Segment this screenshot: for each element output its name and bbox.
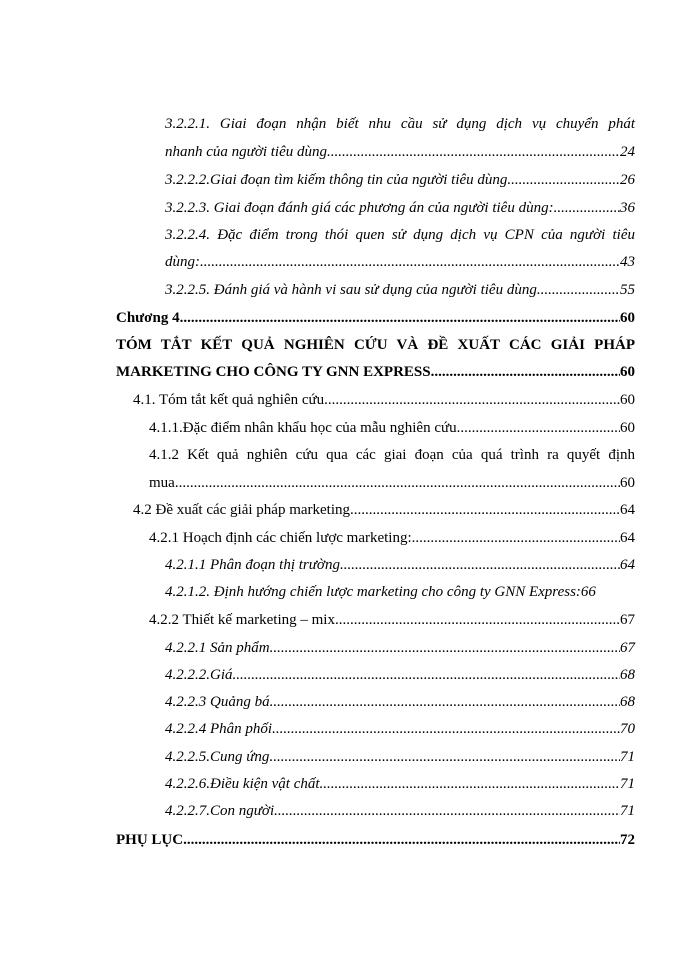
toc-entry-3-2-2-2[interactable] <box>165 170 635 190</box>
toc-entry-4-2-2-7[interactable] <box>165 801 635 821</box>
leader-dots <box>335 610 620 630</box>
toc-page-number: 68 <box>620 694 635 710</box>
toc-entry-chapter-title[interactable] <box>116 362 635 382</box>
toc-page-number: 71 <box>620 776 635 792</box>
leader-dots <box>340 555 620 575</box>
toc-entry-title: 4.2.1.2. Định hướng chiến lược marketing cho công ty GNN Express: <box>165 584 581 600</box>
toc-entry-4-2-2-1[interactable] <box>165 638 635 658</box>
leader-dots <box>269 747 620 767</box>
toc-entry-title: 4.2.2.4 Phân phối <box>165 721 273 737</box>
leader-dots <box>457 418 620 438</box>
leader-dots <box>274 801 620 821</box>
leader-dots <box>270 638 620 658</box>
toc-page-number: 66 <box>580 584 596 600</box>
toc-entry-3-2-2-1[interactable] <box>165 142 635 162</box>
toc-entry-title: mua <box>149 475 175 491</box>
leader-dots <box>180 308 620 328</box>
toc-entry-title: 4.2.2.2.Giá <box>165 667 233 683</box>
toc-page-number: 55 <box>620 282 635 298</box>
toc-entry-title: 4.2.2 Thiết kế marketing – mix <box>149 612 335 628</box>
toc-page-number: 64 <box>620 502 635 518</box>
toc-page-number: 60 <box>620 475 635 491</box>
toc-entry-title: 4.1.1.Đặc điểm nhân khẩu học của mẫu nghiên cứu <box>149 420 457 436</box>
toc-entry-title: nhanh của người tiêu dùng <box>165 144 328 160</box>
toc-entry-4-1[interactable] <box>133 390 635 410</box>
toc-page-number: 72 <box>620 832 635 848</box>
leader-dots <box>412 528 620 548</box>
leader-dots <box>233 665 621 685</box>
leader-dots <box>175 473 620 493</box>
toc-page-number: 26 <box>620 172 635 188</box>
toc-entry-title: MARKETING CHO CÔNG TY GNN EXPRESS <box>116 364 431 380</box>
toc-entry-4-2-1-2[interactable] <box>165 582 644 602</box>
toc-entry-3-2-2-4[interactable] <box>165 252 635 272</box>
toc-page-number: 67 <box>620 640 635 656</box>
toc-page-number: 68 <box>620 667 635 683</box>
toc-entry-4-2-2-3[interactable] <box>165 692 635 712</box>
toc-entry-title: 4.2.2.5.Cung ứng <box>165 749 270 765</box>
toc-entry-title: 4.2.1 Hoạch định các chiến lược marketing: <box>149 530 412 546</box>
toc-entry-3-2-2-4-line1: 3.2.2.4. Đặc điểm trong thói quen sử dụng dịch vụ CPN của người tiêu <box>165 227 635 243</box>
toc-page-number: 67 <box>620 612 635 628</box>
toc-entry-4-2-2-4[interactable] <box>165 719 635 739</box>
toc-page-number: 60 <box>620 392 635 408</box>
toc-page-number: 36 <box>620 200 635 216</box>
toc-entry-title: dùng: <box>165 254 200 270</box>
leader-dots <box>183 830 620 850</box>
toc-entry-4-2-1-1[interactable] <box>165 555 635 575</box>
toc-page-number: 43 <box>620 254 635 270</box>
toc-entry-appendix[interactable] <box>116 830 635 850</box>
toc-entry-chapter-4[interactable] <box>116 308 635 328</box>
toc-entry-title: Chương 4 <box>116 310 180 326</box>
leader-dots <box>200 252 620 272</box>
toc-entry-3-2-2-3[interactable] <box>165 198 635 218</box>
toc-entry-title: PHỤ LỤC <box>116 832 184 848</box>
leader-dots <box>507 170 620 190</box>
toc-entry-4-2-1[interactable] <box>149 528 635 548</box>
toc-entry-4-1-2-line1: 4.1.2 Kết quả nghiên cứu qua các giai đoạn của quá trình ra quyết định <box>149 447 635 463</box>
toc-entry-title: 4.2.2.1 Sản phẩm <box>165 640 270 656</box>
toc-entry-4-2-2-5[interactable] <box>165 747 635 767</box>
leader-dots <box>350 500 620 520</box>
toc-page-number: 24 <box>620 144 635 160</box>
toc-entry-4-1-2[interactable] <box>149 473 635 493</box>
toc-entry-3-2-2-1-line1: 3.2.2.1. Giai đoạn nhận biết nhu cầu sử dụng dịch vụ chuyển phát <box>165 116 635 132</box>
toc-entry-4-2-2-2[interactable] <box>165 665 635 685</box>
leader-dots <box>537 280 620 300</box>
toc-entry-title: 4.1. Tóm tắt kết quả nghiên cứu <box>133 392 325 408</box>
toc-page-number: 60 <box>620 310 635 326</box>
toc-page-number: 71 <box>620 749 635 765</box>
toc-entry-title: 4.2.2.3 Quảng bá <box>165 694 270 710</box>
leader-dots <box>270 692 620 712</box>
toc-page-number: 64 <box>620 530 635 546</box>
toc-entry-4-1-1[interactable] <box>149 418 635 438</box>
toc-entry-title: 3.2.2.3. Giai đoạn đánh giá các phương án của người tiêu dùng: <box>165 200 554 216</box>
toc-entry-4-2-2-6[interactable] <box>165 774 635 794</box>
toc-entry-title: 3.2.2.2.Giai đoạn tìm kiếm thông tin của người tiêu dùng <box>165 172 508 188</box>
toc-page-number: 71 <box>620 803 635 819</box>
leader-dots <box>327 142 620 162</box>
leader-dots <box>431 362 620 382</box>
leader-dots <box>320 774 620 794</box>
toc-entry-4-2-2[interactable] <box>149 610 635 630</box>
leader-dots <box>324 390 620 410</box>
toc-page-number: 60 <box>620 420 635 436</box>
toc-entry-title: 4.2 Đề xuất các giải pháp marketing <box>133 502 351 518</box>
toc-entry-3-2-2-5[interactable] <box>165 280 635 300</box>
toc-entry-title: 4.2.1.1 Phân đoạn thị trường <box>165 557 340 573</box>
leader-dots <box>554 198 620 218</box>
toc-page-number: 64 <box>620 557 635 573</box>
toc-page-number: 60 <box>620 364 635 380</box>
toc-chapter-title-line1: TÓM TẮT KẾT QUẢ NGHIÊN CỨU VÀ ĐỀ XUẤT CÁC GIẢI PHÁP <box>116 337 635 353</box>
toc-page-number: 70 <box>620 721 635 737</box>
toc-entry-4-2[interactable] <box>133 500 635 520</box>
toc-entry-title: 4.2.2.6.Điều kiện vật chất <box>165 776 320 792</box>
toc-entry-title: 4.2.2.7.Con người <box>165 803 275 819</box>
leader-dots <box>272 719 620 739</box>
toc-entry-title: 3.2.2.5. Đánh giá và hành vi sau sử dụng của người tiêu dùng <box>165 282 537 298</box>
